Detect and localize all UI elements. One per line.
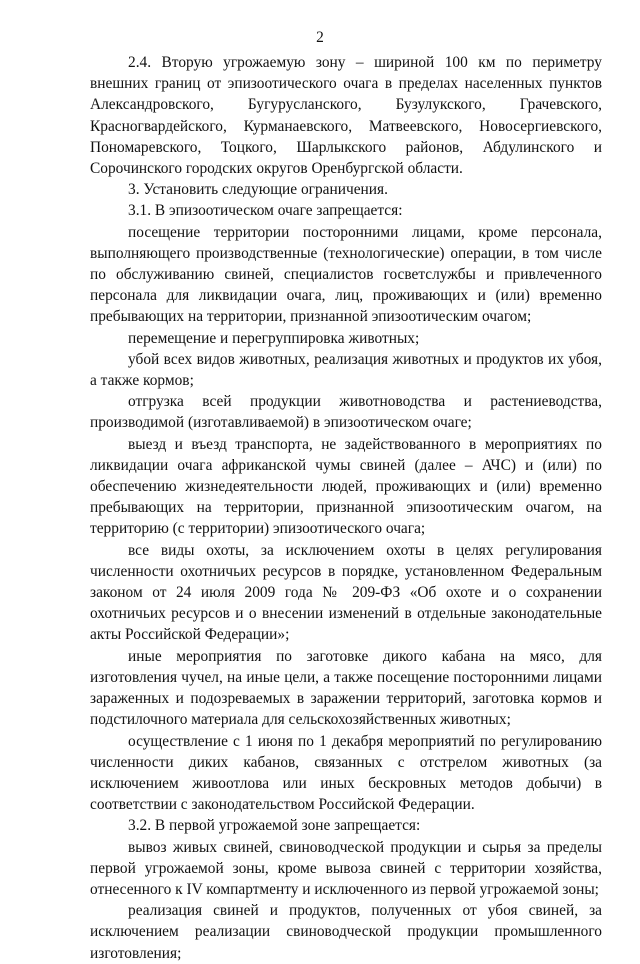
list-item: выезд и въезд транспорта, не задействованного в мероприятиях по ликвидации очага африканской чумы свиней (далее – АЧС) и (или) по обеспечению жизнедеятельности людей, проживающих и (или) временно пребывающих на территории, признанной эпизоотическим очагом, на территорию (с территории) эпизоотического очага;	[90, 435, 602, 538]
page-number: 2	[316, 29, 324, 46]
list-item: перемещение и перегруппировка животных;	[128, 329, 420, 347]
list-item: посещение территории посторонними лицами, кроме персонала, выполняющего производственные (технологические) операции, в том числе по обслуживанию свиней, специалистов госветслужбы и привлеченного персонала для ликвидации очага, лиц, проживающих и (или) временно пребывающих на территории, признанной эпизоотическим очагом;	[90, 223, 602, 326]
paragraph-3-2: 3.2. В первой угрожаемой зоне запрещается:	[128, 817, 421, 835]
paragraph-3-1: 3.1. В эпизоотическом очаге запрещается:	[128, 202, 403, 220]
paragraph-2-4: 2.4. Вторую угрожаемую зону – шириной 100 км по периметру внешних границ от эпизоотического очага в пределах населенных пунктов Александровского, Бугурусланского, Бузулукского, Грачевского, Красногвардейского, Курманаевского, Матвеевского, Новосергиевского, Пономаревского, Тоцкого, Шарлыкского районов, Абдулинского и Сорочинского городских округов Оренбургской области.	[90, 54, 602, 178]
list-item: убой всех видов животных, реализация животных и продуктов их убоя, а также кормов;	[90, 350, 602, 390]
list-item: реализация свиней и продуктов, полученных от убоя свиней, за исключением реализации свиноводческой продукции промышленного изготовления;	[90, 902, 602, 962]
document-body	[90, 52, 602, 964]
list-item: отгрузка всей продукции животноводства и растениеводства, производимой (изготавливаемой) в эпизоотическом очаге;	[90, 393, 602, 432]
list-item: все виды охоты, за исключением охоты в целях регулирования численности охотничьих ресурсов в порядке, установленном Федеральным законом от 24 июля 2009 года № 209-ФЗ «Об охоте и о сохранении охотничьих ресурсов и о внесении изменений в отдельные законодательные акты Российской Федерации»;	[90, 541, 602, 644]
list-item: иные мероприятия по заготовке дикого кабана на мясо, для изготовления чучел, на иные цели, а также посещение посторонними лицами зараженных и подозреваемых в заражении территорий, заготовка кормов и подстилочного материала для сельскохозяйственных животных;	[90, 647, 602, 729]
list-item: вывоз живых свиней, свиноводческой продукции и сырья за пределы первой угрожаемой зоны, кроме вывоза свиней с территории хозяйства, отнесенного к IV компартменту и исключенного из первой угрожаемой зоны;	[90, 838, 602, 898]
paragraph-3: 3. Установить следующие ограничения.	[128, 181, 388, 199]
list-item: осуществление с 1 июня по 1 декабря мероприятий по регулированию численности диких кабанов, связанных с отстрелом животных (за исключением живоотлова или иных бескровных методов добычи) в соответствии с законодательством Российской Федерации.	[90, 732, 602, 814]
